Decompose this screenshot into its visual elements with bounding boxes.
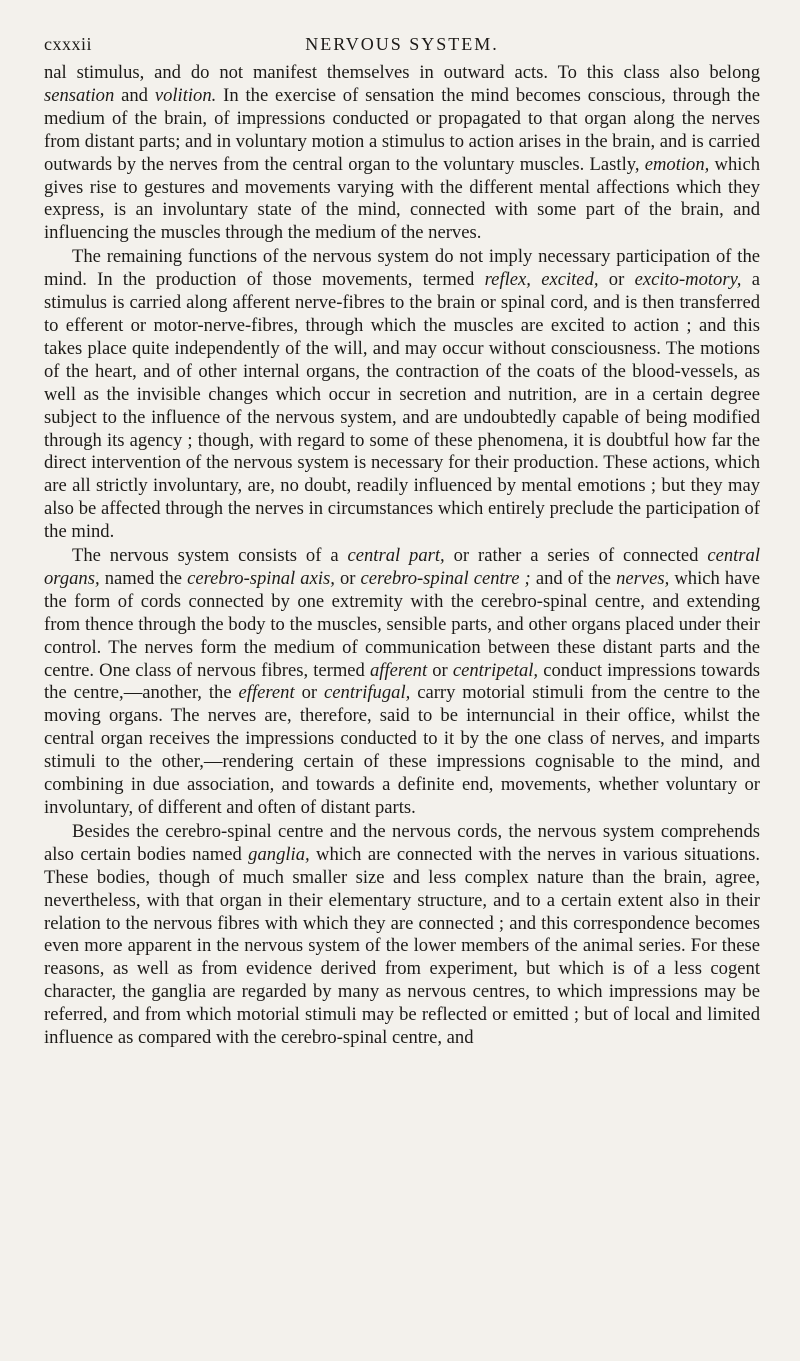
italic-term: cerebro-spinal centre ;: [360, 567, 531, 589]
paragraph: [44, 62, 760, 245]
italic-term: centripetal,: [452, 659, 539, 681]
text-run: which gives rise to gestures and movements varying with the different mental affections which they express, is an involuntary state of the mind, connected with some part of the brain, and influencing the muscles through the medium of the nerves.: [44, 153, 760, 244]
text-run: or rather a series of connected: [444, 545, 708, 567]
paragraph: [44, 246, 760, 544]
text-run: named the: [99, 567, 188, 589]
italic-term: nerves,: [616, 567, 670, 589]
italic-term: ganglia,: [248, 843, 310, 865]
text-run: or: [334, 567, 361, 589]
italic-term: reflex, excited,: [484, 269, 599, 291]
text-run: The nervous system consists of a: [72, 545, 348, 567]
text-run: conduct impressions towards the centre,—another, the: [44, 659, 760, 704]
text-run: Besides the cerebro-spinal centre and the nervous cords, the nervous system comprehends also certain bodies named: [44, 820, 760, 865]
page-header: [44, 28, 760, 62]
text-run: and of the: [530, 567, 617, 589]
italic-term: excito-motory,: [634, 269, 742, 291]
italic-term: cerebro-spinal axis,: [187, 567, 335, 589]
page-number: cxxxii: [44, 34, 92, 54]
text-run: which have the form of cords connected by one extremity with the cerebro-spinal centre, and extending from thence through the body to the muscles, sensible parts, and other organs placed under their control. The nerves form the medium of communication between these distant parts and the centre. One class of nervous fibres, termed: [44, 567, 760, 681]
paragraph: [44, 545, 760, 820]
text-run: nal stimulus, and do not manifest themselves in outward acts. To this class also belong: [44, 62, 760, 83]
running-title: NERVOUS SYSTEM.: [305, 34, 499, 54]
italic-term: afferent: [369, 659, 428, 681]
italic-term: emotion,: [644, 153, 710, 175]
text-run: or: [294, 682, 325, 704]
text-run: a stimulus is carried along afferent nerve-fibres to the brain or spinal cord, and is then transferred to efferent or motor-nerve-fibres, through which the muscles are excited to action ; and this takes place quite independently of the will, and may occur without consciousness. The motions of the heart, and of other internal organs, the contraction of the coats of the blood-vessels, as well as the invisible changes which occur in secretion and nutrition, are in a certain degree subject to the influence of the nervous system, and are undoubtedly capable of being modified through its agency ; though, with regard to some of these phenomena, it is doubtful how far the direct intervention of the nervous system is necessary for their production. These actions, which are all strictly involuntary, are, no doubt, readily influenced by mental emotions ; but they may also be affected through the nerves in circumstances which entirely preclude the participation of the mind.: [44, 269, 760, 543]
italic-term: centrifugal,: [324, 682, 411, 704]
paragraph: [44, 821, 760, 1050]
text-run: or: [598, 269, 635, 291]
italic-term: central organs,: [44, 545, 760, 589]
text-run: carry motorial stimuli from the centre to the moving organs. The nerves are, therefore, said to be internuncial in their office, whilst the central organ receives the impressions conducted to it by the one class of nerves, and imparts stimuli to the other,—rendering certain of these impressions cognisable to the mind, and combining in due association, and towards a definite end, movements, whether voluntary or involuntary, of different and often of distant parts.: [44, 682, 760, 818]
italic-term: efferent: [238, 682, 295, 704]
text-run: and: [114, 84, 155, 106]
text-run: In the exercise of sensation the mind becomes conscious, through the medium of the brain, of impressions conducted or propagated to that organ along the nerves from distant parts; and in voluntary motion a stimulus to action arises in the brain, and is carried outwards by the nerves from the central organ to the voluntary muscles. Lastly,: [44, 84, 760, 175]
text-run: or: [427, 659, 453, 681]
italic-term: volition.: [154, 84, 217, 106]
italic-term: sensation: [44, 84, 115, 106]
body-text: [44, 62, 760, 1050]
text-run: The remaining functions of the nervous system do not imply necessary participation of the mind. In the production of those movements, termed: [44, 246, 760, 291]
text-run: which are connected with the nerves in various situations. These bodies, though of much smaller size and less complex nature than the brain, agree, nevertheless, with that organ in their elementary structure, and to a certain extent also in their relation to the nervous fibres with which they are connected ; and this correspondence becomes even more apparent in the nervous system of the lower members of the animal series. For these reasons, as well as from evidence derived from experiment, but which is of a less cogent character, the ganglia are regarded by many as nervous centres, to which impressions may be referred, and from which motorial stimuli may be reflected or emitted ; but of local and limited influence as compared with the cerebro-spinal centre, and: [44, 843, 761, 1049]
italic-term: central part,: [347, 545, 445, 567]
